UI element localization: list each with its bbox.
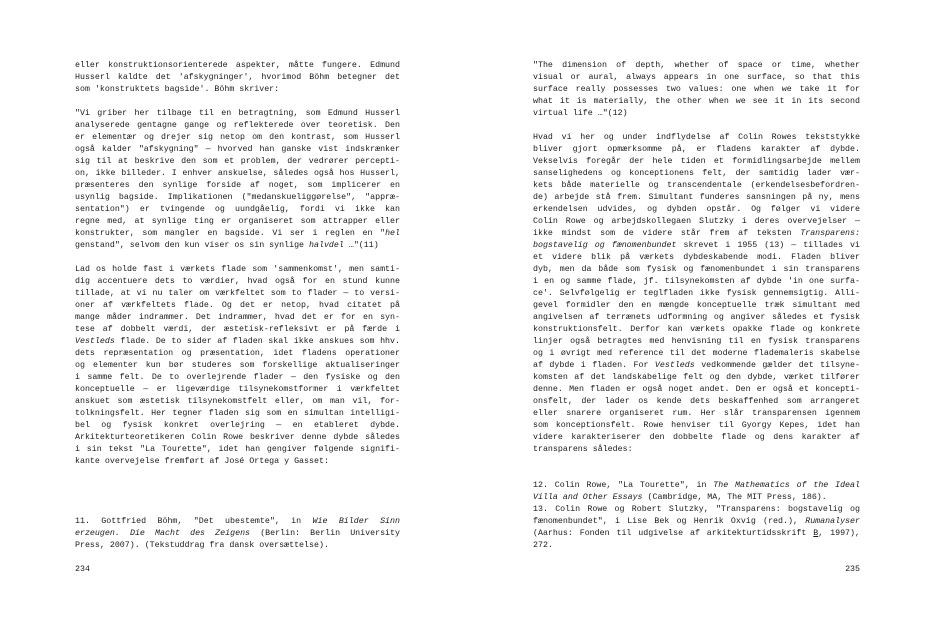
left-page-body [75,60,400,468]
right-page-number: 235 [845,565,860,574]
text-line: kets både materielle og transcendentale (erkendelsesbefordren- [533,181,860,190]
text-line: 13. Colin Rowe og Robert Slutzky, "Transparens: bogstavelig og [533,505,860,514]
text-line: Husserl kaldte det 'afskygninger', hvorimod Böhm betegner det [75,73,400,82]
text-line: sig til at beskrive den som et problem, der vedrører percepti- [75,157,400,166]
text-line: erzeugen. Die Macht des Zeigens (Berlin: Berlin University [75,529,400,538]
text-line: Villa and Other Essays (Cambridge, MA, The MIT Press, 186). [533,493,827,502]
text-line: "Vi griber her tilbage til en betragtning, som Edmund Husserl [75,109,400,118]
text-line: dyb, men da både som fysisk og fænomenbundet i sin transparens [533,265,860,274]
footnote-11 [75,516,400,552]
text-line: fænomenbundet", i Lise Bek og Henrik Oxvig (red.), Rumanalyser [533,517,860,526]
left-page-number: 234 [75,565,90,574]
text-line: i sin tekst "La Tourette", idet han gengiver følgende signifi- [75,445,400,454]
right-page [467,0,935,624]
text-line: (Aarhus: Fonden til udgivelse af arkitekturtidsskrift B, 1997), [533,529,860,538]
text-line: dig accentuere dets to værdier, hvad også for en stund kunne [75,277,400,286]
text-line: erkendelsen udvides, og dybden opstår. Og følger vi videre [533,205,860,214]
text-line: eller konstruktionsorienterede aspekter, måtte fungere. Edmund [75,61,400,70]
body-paragraph [75,264,400,468]
text-line: mange måder indrammer. Det indrammer, hvad det er for en syn- [75,313,400,322]
text-line: 11. Gottfried Böhm, "Det ubestemte", in Wie Bilder Sinn [75,517,400,526]
text-line: dets repræsentation og præsentation, idet fladens operationer [75,349,400,358]
text-line: genstand", selvom den kun viser os sin synlige halvdel …"(11) [75,241,379,250]
text-line: Press, 2007). (Tekstuddrag fra dansk oversættelse). [75,541,329,550]
text-line: konstrukter, som mangler en bagside. Vi ser i reglen en "hel [75,229,400,238]
text-line: angivelsen af terrænets udformning og angiver således et fysisk [533,313,860,322]
text-line: et videre blik på værkets dybdeskabende modi. Fladen bliver [533,253,860,262]
text-line: gevel formidler den en mængde konceptuelle træk simultant med [533,301,860,310]
text-line: on, ikke billeder. I enhver anskuelse, således også hos Husserl, [75,169,400,178]
text-line: "The dimension of depth, whether of space or time, whether [533,61,860,70]
text-line: eller snarere organiseret rum. Her slår transparensen igennem [533,409,860,418]
text-line: kante overvejelse fremført af José Ortega y Gasset: [75,457,329,466]
text-line: de) arbejde stå frem. Simultant funderes sansningen på ny, mens [533,193,860,202]
text-line: usynlig bagside. Implikationen ("medanskueliggørelse", "appræ- [75,193,400,202]
block-quote [533,60,860,120]
text-line: konstruktionsfelt. Derfor kan værkets opakke flade og konkrete [533,325,860,334]
text-line: præsenteres den synlige forside af noget, som implicerer en [75,181,400,190]
footnote-12 [533,480,860,504]
body-paragraph [75,60,400,96]
text-line: i samme felt. De to overlejrende flader — den fysiske og den [75,373,400,382]
text-line: 272. [533,541,553,550]
left-page [0,0,467,624]
text-line: videre karakteriserer den dobbelte flade og dens karakter af [533,433,860,442]
right-page-body [533,60,860,456]
text-line: konceptuelle — er ligeværdige tilsynekomstformer i værkfeltet [75,385,400,394]
text-line: anskuet som æstetisk tilsynekomstfelt eller, om man vil, for- [75,397,400,406]
block-quote [75,108,400,252]
text-line: og elementer kun bør studeres som forskellige aktualiseringer [75,361,400,370]
text-line: transparens således: [533,445,633,454]
text-line: bel og fysisk konkret overlejring — en etableret dybde. [75,421,400,430]
footnote-13 [533,504,860,552]
text-line: oner af værkfeltets flade. Og det er netop, hvad citatet på [75,301,400,310]
text-line: sanselighedens og konceptionens felt, der samtidig lader vær- [533,169,860,178]
text-line: Hvad vi her og under indflydelse af Colin Rowes tekststykke [533,133,860,142]
text-line: onsfelt, der lader os kende dets beskaffenhed som arrangeret [533,397,860,406]
text-line: Lad os holde fast i værkets flade som 'sammenkomst', men samti- [75,265,400,274]
text-line: af dybde i fladen. For Vestleds vedkommende gælder det tilsyne- [533,361,860,370]
text-line: som konceptionsfelt. Rowe henviser til Gyorgy Kepes, idet han [533,421,860,430]
text-line: også kalder "afskygning" — hvorved han ganske vist indskrænker [75,145,400,154]
text-line: visual or aural, always appears in one surface, so that this [533,73,860,82]
text-line: Vekselvis foregår der hele tiden et formidlingsarbejde mellem [533,157,860,166]
text-line: komsten af det landskabelige felt og den dybde, værket tilfører [533,373,860,382]
text-line: what it is materially, the other when we see it in its second [533,97,860,106]
text-line: Colin Rowe og arbejdskollegaen Slutzky i deres overvejelser — [533,217,860,226]
text-line: regne med, at synlige ting er organiseret som attrapper eller [75,217,400,226]
text-line: analyserede gentagne gange og reflekterede over teoretisk. Den [75,121,400,130]
text-line: sentation") er tvingende og uundgåelig, fordi vi ikke kan [75,205,400,214]
text-line: tillade, at vi nu taler om værkfeltet som to flader — to versi- [75,289,400,298]
text-line: 12. Colin Rowe, "La Tourette", in The Mathematics of the Ideal [533,481,860,490]
right-page-footnotes [533,480,860,552]
text-line: og i øvrigt med reference til det moderne flademaleris skabelse [533,349,860,358]
text-line: bliver gjort opmærksomme på, er fladens karakter af dybde. [533,145,860,154]
left-page-footnotes [75,516,400,552]
text-line: bogstavelig og fænomenbundet skrevet i 1955 (13) — tillades vi [533,241,860,250]
text-line: linjer også betragtes med henvisning til en fysisk transparens [533,337,860,346]
text-line: ikke mindst som de videre står frem af teksten Transparens: [533,229,860,238]
body-paragraph [533,132,860,456]
text-line: i en og samme flade, jf. tilsynekomsten af dybde 'in one surfa- [533,277,860,286]
text-line: denne. Men fladen er også noget andet. Den er også et koncepti- [533,385,860,394]
text-line: surface really possesses two values: one when we take it for [533,85,860,94]
text-line: tolkningsfelt. Her tegner fladen sig som en simultan intelligi- [75,409,400,418]
text-line: virtual life …"(12) [533,109,628,118]
text-line: som 'konstruktets bagside'. Böhm skriver: [75,85,280,94]
text-line: er elementær og drejer sig netop om den kontrast, som Husserl [75,133,400,142]
text-line: tese af dobbelt værdi, der æstetisk-refleksivt er på færde i [75,325,400,334]
text-line: Arkitekturteoretikeren Colin Rowe beskriver denne dybde således [75,433,400,442]
text-line: Vestleds flade. De to sider af fladen skal ikke anskues som hhv. [75,337,400,346]
text-line: ce'. Selvfølgelig er teglfladen ikke fysisk gennemsigtig. Alli- [533,289,860,298]
